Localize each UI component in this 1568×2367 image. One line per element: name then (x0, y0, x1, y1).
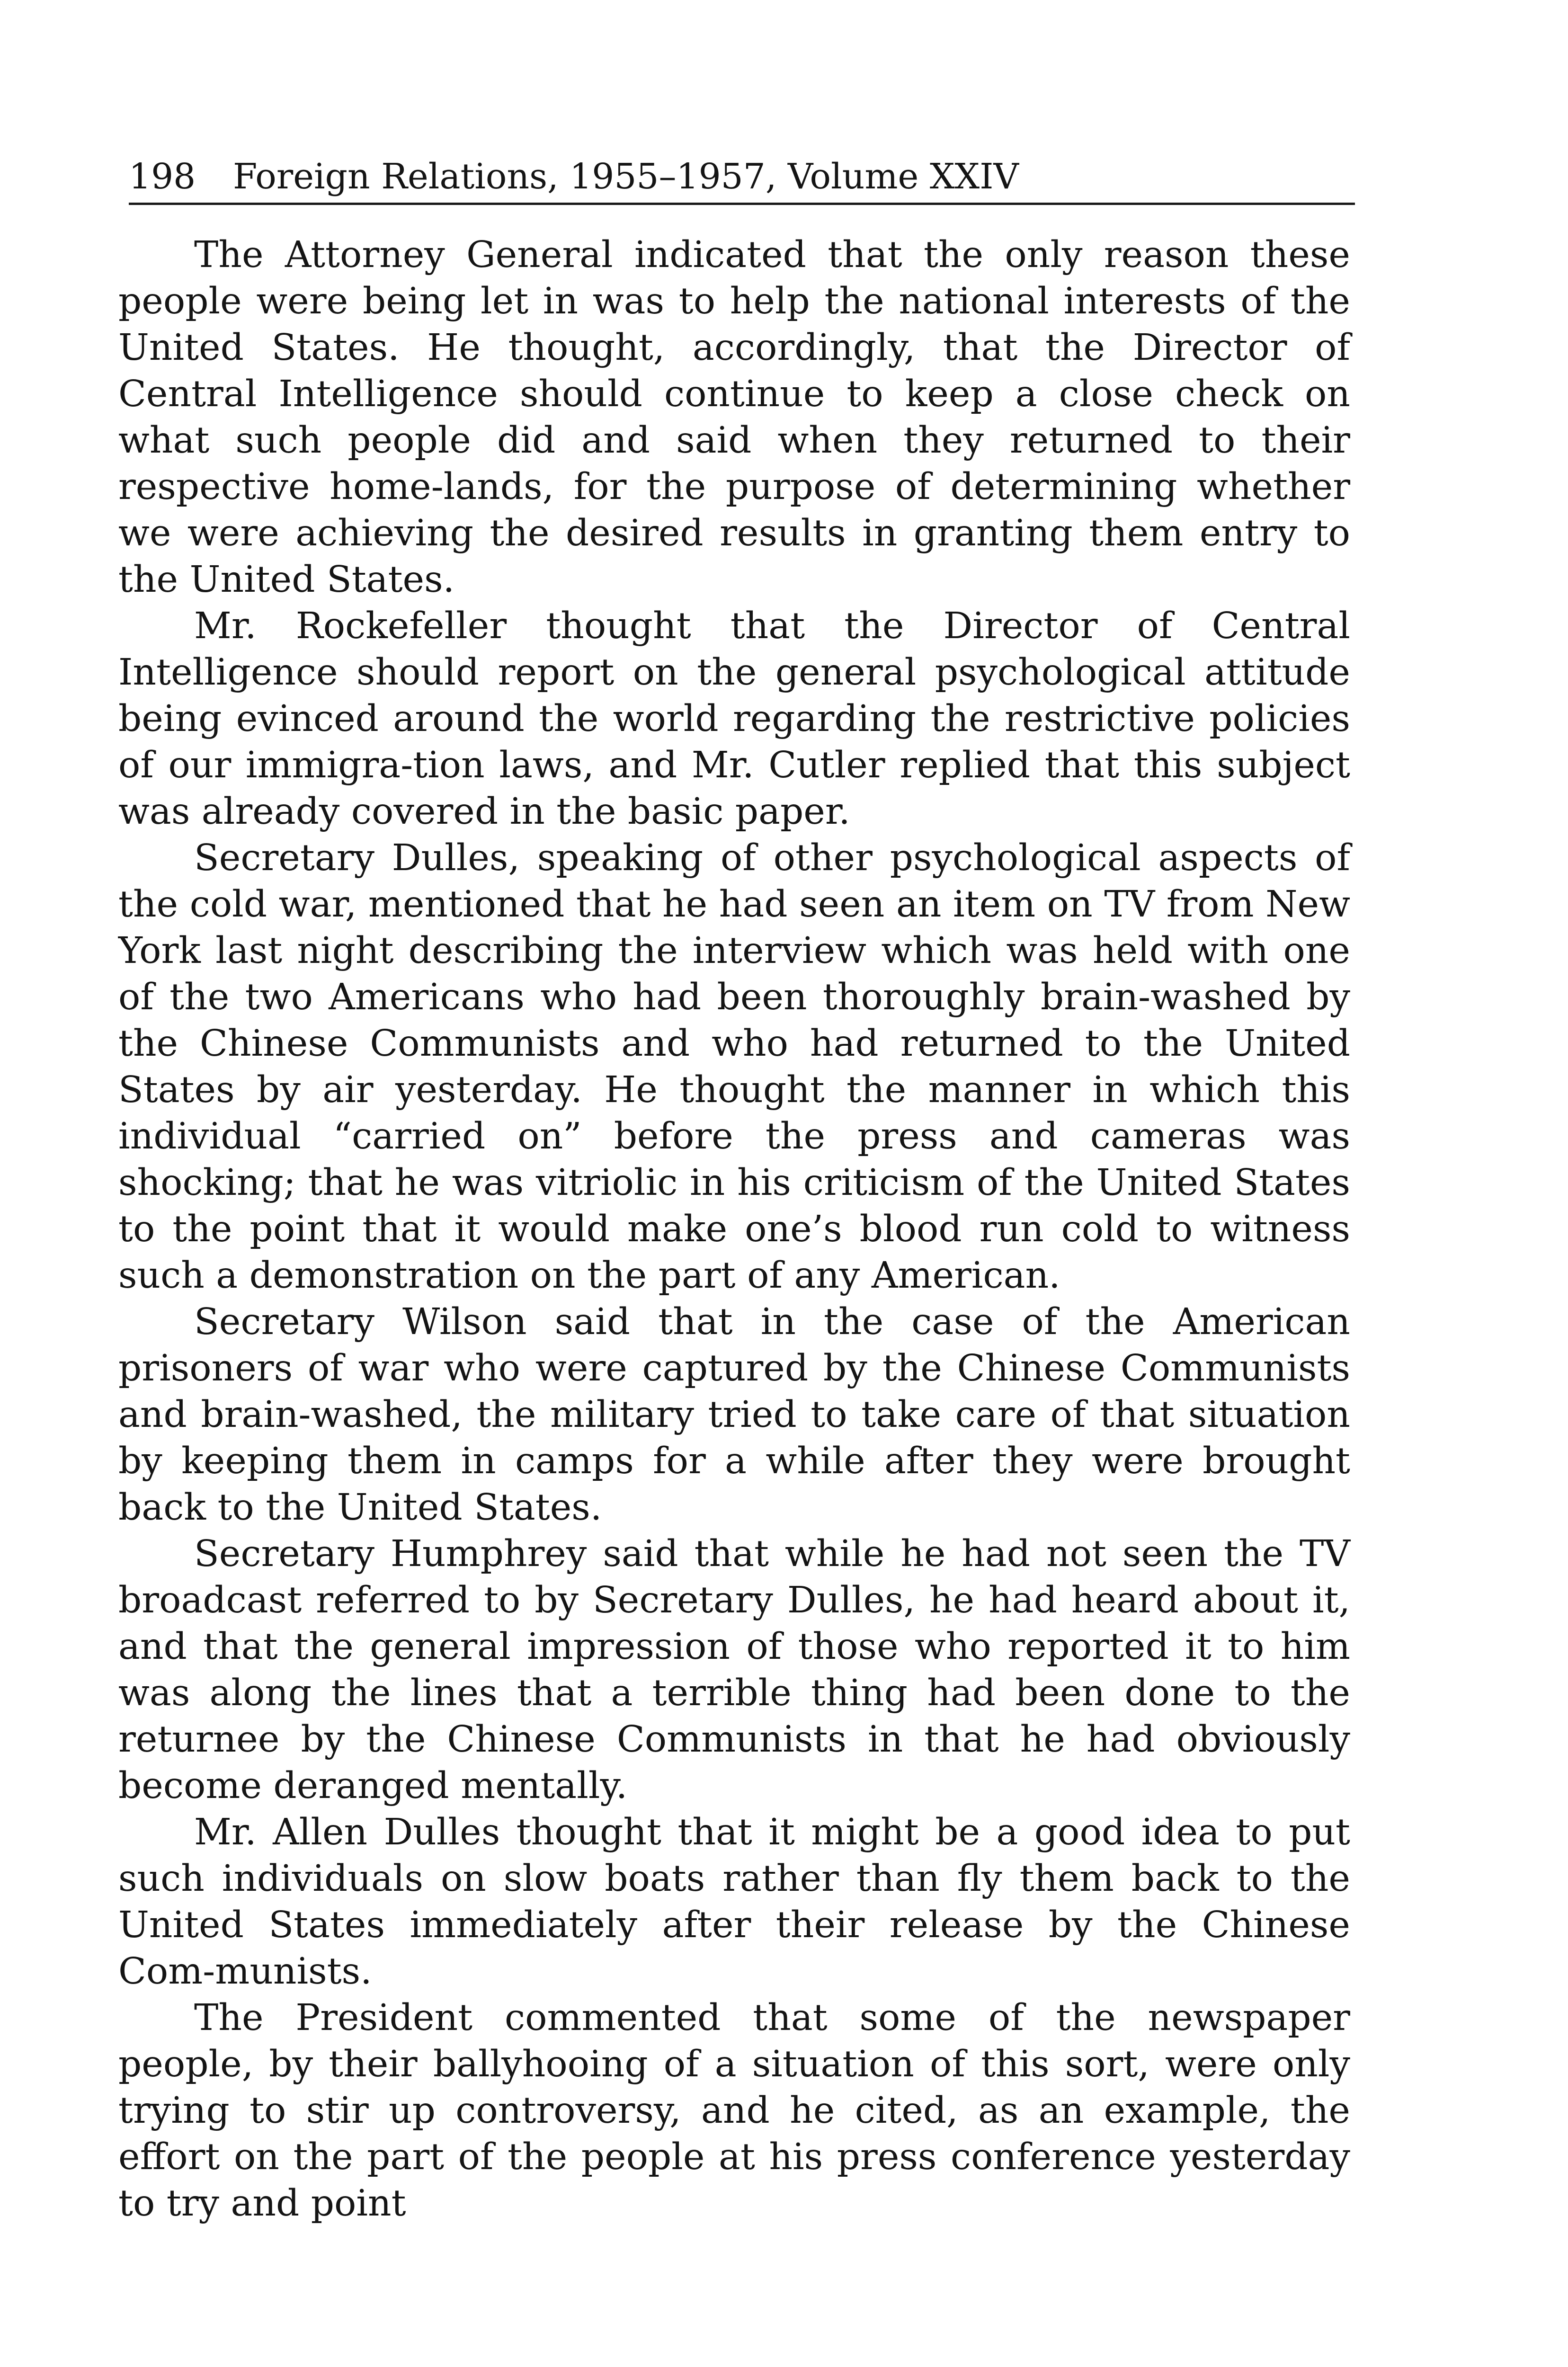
paragraph-secretary-dulles: Secretary Dulles, speaking of other psychological aspects of the cold war, mentioned that he had seen an item on TV from New York last night describing the interview which was held with one of the two Americans who had been thoroughly brain-washed by the Chinese Communists and who had returned to the United States by air yesterday. He thought the manner in which this individual “carried on” before the press and cameras was shocking; that he was vitriolic in his criticism of the United States to the point that it would make one’s blood run cold to witness such a demonstration on the part of any American. (118, 837, 1350, 1297)
paragraph-attorney-general: The Attorney General indicated that the only reason these people were being let in was to help the national interests of the United States. He thought, accordingly, that the Director of Central Intelligence should continue to keep a close check on what such people did and said when they returned to their respective home-lands, for the purpose of determining whether we were achieving the desired results in granting them entry to the United States. (118, 234, 1350, 601)
running-header (129, 151, 1355, 205)
running-title: Foreign Relations, 1955–1957, Volume XXIV (233, 156, 1019, 197)
paragraph-secretary-wilson: Secretary Wilson said that in the case of the American prisoners of war who were captured by the Chinese Communists and brain-washed, the military tried to take care of that situation by keeping them in camps for a while after they were brought back to the United States. (118, 1301, 1350, 1529)
paragraph-rockefeller: Mr. Rockefeller thought that the Director of Central Intelligence should report on the general psychological attitude being evinced around the world regarding the restrictive policies of our immigra-tion laws, and Mr. Cutler replied that this subject was already covered in the basic paper. (118, 605, 1350, 833)
paragraph-secretary-humphrey: Secretary Humphrey said that while he had not seen the TV broadcast referred to by Secretary Dulles, he had heard about it, and that the general impression of those who reported it to him was along the lines that a terrible thing had been done to the returnee by the Chinese Communists in that he had obviously become deranged mentally. (118, 1533, 1350, 1807)
paragraph-president: The President commented that some of the newspaper people, by their ballyhooing of a situation of this sort, were only trying to stir up controversy, and he cited, as an example, the effort on the part of the people at his press conference yesterday to try and point (118, 1997, 1350, 2225)
paragraph-allen-dulles: Mr. Allen Dulles thought that it might be a good idea to put such individuals on slow boats rather than fly them back to the United States immediately after their release by the Chinese Com-munists. (118, 1811, 1350, 1993)
body-text (118, 232, 1350, 2227)
page-number: 198 (129, 156, 196, 197)
